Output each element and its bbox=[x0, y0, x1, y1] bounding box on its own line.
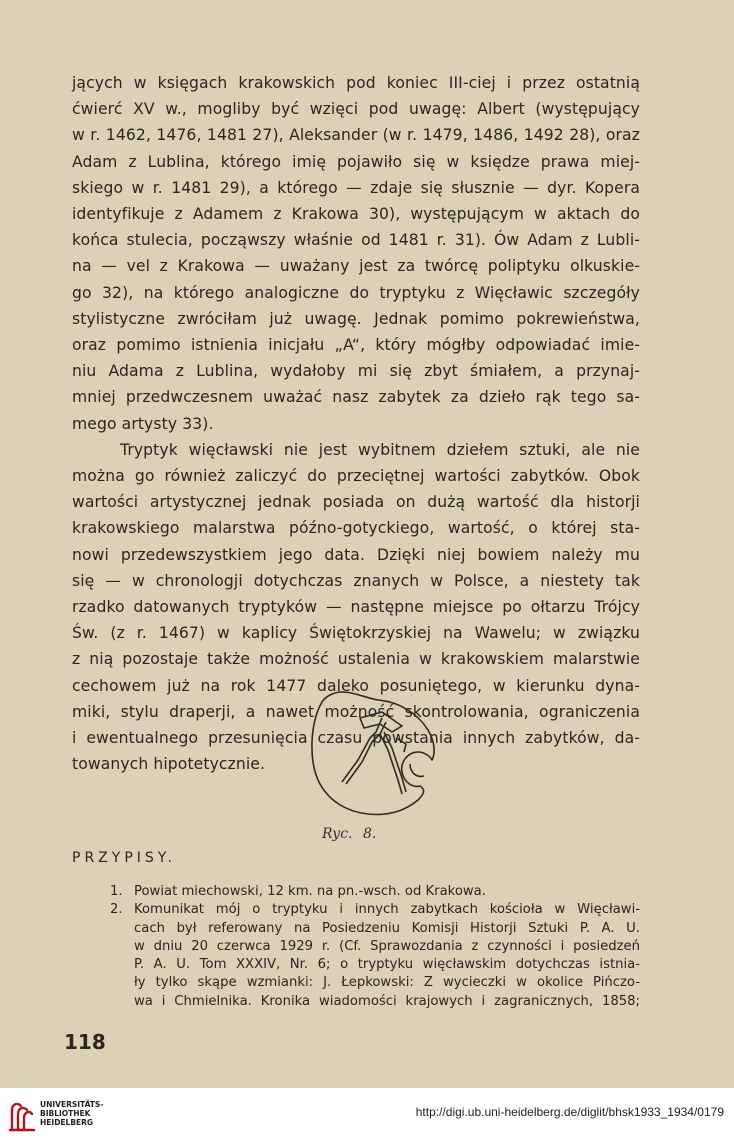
paragraph-1 bbox=[72, 70, 640, 437]
text-line: jących w księgach krakowskich pod koniec III-ciej i przez ostatnią bbox=[72, 74, 640, 92]
footnote-line: w dniu 20 czerwca 1929 r. (Cf. Sprawozdania z czynności i posiedzeń bbox=[134, 938, 640, 954]
footnote-line: Komunikat mój o tryptyku i innych zabytkach kościoła w Więcławi- bbox=[134, 902, 640, 918]
text-line: nowi przedewszystkiem jego data. Dzięki niej bowiem należy mu bbox=[72, 545, 640, 564]
text-line: niu Adama z Lublina, wydałoby mi się zbyt śmiałem, a przynaj- bbox=[72, 362, 640, 381]
library-logo-icon bbox=[6, 1096, 36, 1134]
footnote-item bbox=[110, 883, 640, 901]
stonemason-mark-figure bbox=[300, 672, 440, 822]
text-line: wartości artystycznej jednak posiada on dużą wartość dla historji bbox=[72, 493, 640, 512]
footnote-line: wa i Chmielnika. Kronika wiadomości krajowych i zagranicznych, 1858; bbox=[134, 993, 640, 1009]
page-number: 118 bbox=[64, 1030, 106, 1054]
text-line: Adam z Lublina, którego imię pojawiło się w księdze prawa miej- bbox=[72, 152, 640, 171]
text-line: na — vel z Krakowa — uważany jest za twórcę poliptyku olkuskie- bbox=[72, 257, 640, 276]
text-line: mego artysty 33). bbox=[72, 414, 214, 433]
footnotes bbox=[110, 883, 640, 1011]
text-line: cechowem już na rok 1477 daleko posuniętego, w kierunku dyna- bbox=[72, 676, 640, 695]
library-name-line: HEIDELBERG bbox=[40, 1118, 94, 1127]
text-line: stylistyczne zwróciłam już uwagę. Jednak pomimo pokrewieństwa, bbox=[72, 309, 640, 328]
text-line: identyfikuje z Adamem z Krakowa 30), występującym w aktach do bbox=[72, 205, 640, 224]
footnote-line: ły tylko skąpe wzmianki: J. Łepkowski: Z wycieczki w okolice Pińczo- bbox=[134, 975, 640, 991]
text-line: towanych hipotetycznie. bbox=[72, 755, 266, 774]
footnote-number: 2. bbox=[110, 902, 123, 918]
text-line: go 32), na którego analogiczne do tryptyku z Więcławic szczegóły bbox=[72, 283, 640, 302]
source-url[interactable]: http://digi.ub.uni-heidelberg.de/diglit/bhsk1933_1934/0179 bbox=[415, 1105, 724, 1119]
text-line: się — w chronologji dotychczas znanych w Polsce, a niestety tak bbox=[72, 571, 640, 590]
footnote-line: P. A. U. Tom XXXIV, Nr. 6; o tryptyku więcławskim dotychczas istnia- bbox=[134, 957, 640, 973]
text-line: w r. 1462, 1476, 1481 27), Aleksander (w r. 1479, 1486, 1492 28), oraz bbox=[72, 126, 640, 145]
text-line: Tryptyk więcławski nie jest wybitnem dziełem sztuki, ale nie bbox=[120, 440, 640, 459]
text-line: można go również zaliczyć do przeciętnej wartości zabytków. Obok bbox=[72, 467, 640, 486]
text-line: rzadko datowanych tryptyków — następne miejsce po ołtarzu Trójcy bbox=[72, 598, 640, 617]
text-line: krakowskiego malarstwa późno-gotyckiego, wartość, o której sta- bbox=[72, 519, 640, 538]
text-line: Św. (z r. 1467) w kaplicy Świętokrzyskiej na Wawelu; w związku bbox=[72, 624, 640, 643]
text-line: ćwierć XV w., mogliby być wzięci pod uwagę: Albert (występujący bbox=[72, 100, 640, 119]
footnotes-heading: PRZYPISY. bbox=[72, 850, 176, 866]
footnote-line: Powiat miechowski, 12 km. na pn.-wsch. od Krakowa. bbox=[134, 884, 486, 899]
text-line: mniej przedwczesnem uważać nasz zabytek za dzieło rąk tego sa- bbox=[72, 388, 640, 407]
footer-bar bbox=[0, 1088, 734, 1140]
text-line: i ewentualnego przesunięcia czasu powstania innych zabytków, da- bbox=[72, 729, 640, 748]
text-line: końca stulecia, począwszy właśnie od 1481 r. 31). Ów Adam z Lubli- bbox=[72, 231, 640, 250]
footnote-number: 1. bbox=[110, 884, 123, 899]
footnote-item bbox=[110, 901, 640, 1011]
library-name bbox=[40, 1100, 103, 1127]
library-name-line: BIBLIOTHEK bbox=[40, 1109, 91, 1118]
text-line: z nią pozostaje także możność ustalenia w krakowskiem malarstwie bbox=[72, 650, 640, 669]
text-line: skiego w r. 1481 29), a którego — zdaje się słusznie — dyr. Kopera bbox=[72, 178, 640, 197]
text-line: oraz pomimo istnienia inicjału „A“, który mógłby odpowiadać imie- bbox=[72, 336, 640, 355]
text-line: miki, stylu draperji, a nawet możność skontrolowania, ograniczenia bbox=[72, 702, 640, 721]
library-name-line: UNIVERSITÄTS- bbox=[40, 1100, 104, 1109]
figure-caption: Ryc. 8. bbox=[322, 826, 377, 842]
footnote-line: cach był referowany na Posiedzeniu Komisji Historji Sztuki P. A. U. bbox=[134, 920, 640, 936]
